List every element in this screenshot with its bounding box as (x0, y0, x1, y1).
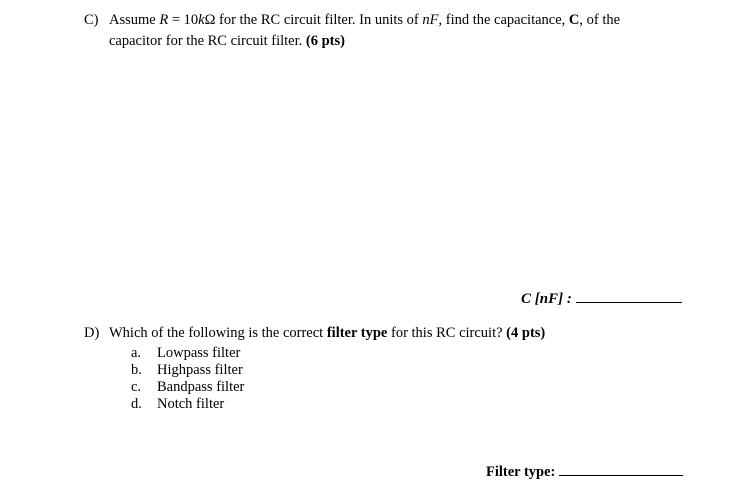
ohm-symbol: Ω (204, 12, 216, 28)
answer-d-label: Filter type: (486, 464, 556, 480)
option-text: Bandpass filter (157, 379, 245, 395)
math-r: R (159, 12, 169, 28)
option-letter: c. (131, 379, 142, 395)
question-d-text: Which of the following is the correct (109, 325, 327, 341)
answer-d-blank[interactable] (559, 463, 683, 476)
option-text: Lowpass filter (157, 345, 241, 361)
question-c-text: , find the capacitance, (438, 12, 569, 28)
answer-c-blank[interactable] (576, 290, 682, 303)
math-equals-value: = 10 (168, 12, 199, 28)
question-d-points: (4 pts) (506, 325, 546, 341)
option-d (131, 394, 224, 415)
answer-c-field (521, 290, 682, 308)
math-nf: nF (422, 12, 439, 28)
question-c-text: capacitor for the RC circuit filter. (109, 33, 306, 49)
option-letter: d. (131, 396, 142, 412)
option-letter: b. (131, 362, 142, 378)
question-d-letter: D) (84, 325, 100, 341)
question-d-stem (109, 323, 545, 344)
answer-c-label: C [nF] : (521, 291, 572, 307)
option-text: Notch filter (157, 396, 225, 412)
question-c-text: , of the (579, 12, 621, 28)
bold-filter-type: filter type (326, 325, 388, 341)
option-text: Highpass filter (157, 362, 243, 378)
question-c-text: Assume (109, 12, 160, 28)
answer-d-field (486, 463, 683, 481)
question-c-points: (6 pts) (305, 33, 345, 49)
bold-capacitance-symbol: C (568, 12, 580, 28)
question-d-text: for this RC circuit? (387, 325, 507, 341)
question-c-letter: C) (84, 12, 99, 28)
math-kilo: k (198, 12, 205, 28)
question-c-text: for the RC circuit filter. In units of (215, 12, 423, 28)
option-letter: a. (131, 345, 142, 361)
question-c-line-2 (109, 31, 345, 52)
question-c-line-1 (109, 10, 620, 31)
